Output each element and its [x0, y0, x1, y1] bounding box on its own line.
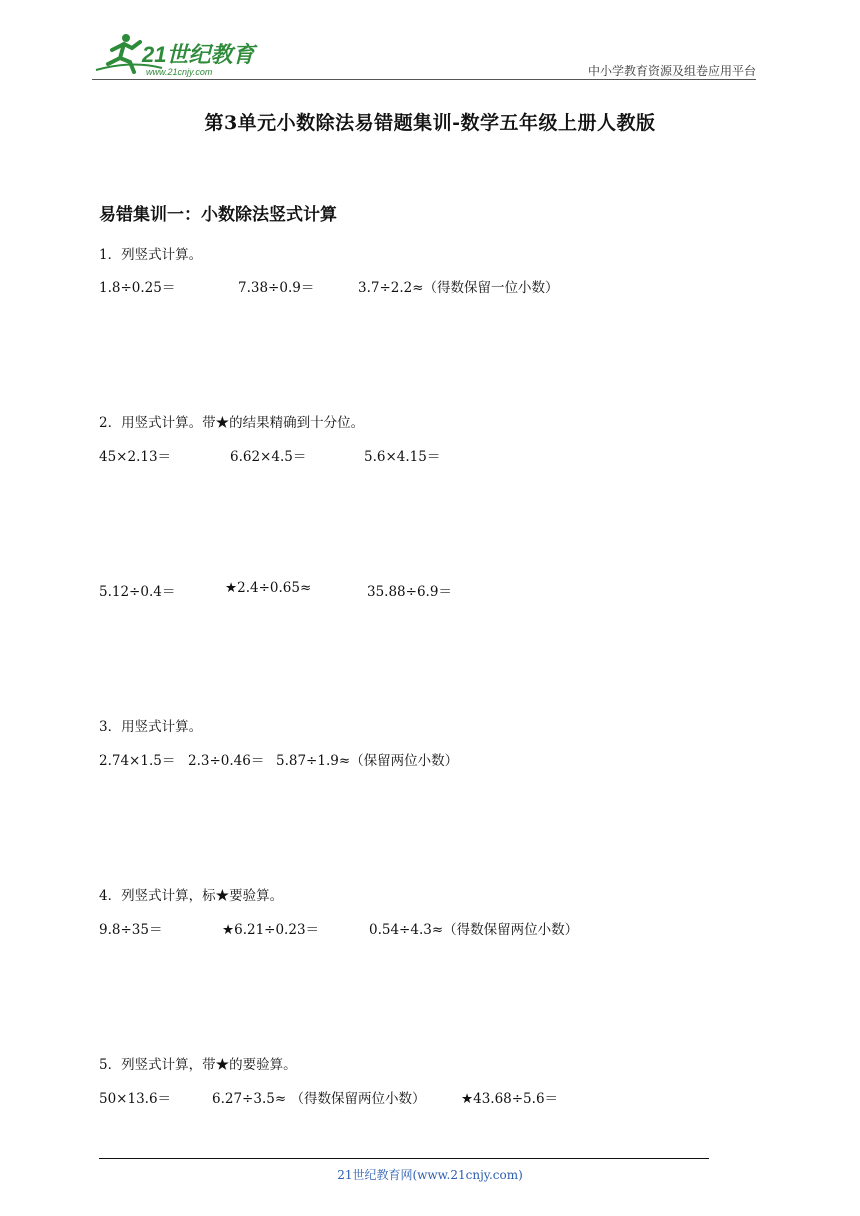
- expression: ★2.4÷0.65≈: [225, 580, 312, 596]
- question-label: 5．列竖式计算，带★的要验算。: [99, 1057, 297, 1073]
- expression: 5.6×4.15＝: [364, 449, 441, 465]
- expression: 3.7÷2.2≈（得数保留一位小数）: [358, 280, 559, 296]
- section-title: 易错集训一：小数除法竖式计算: [99, 205, 337, 225]
- expression: 0.54÷4.3≈（得数保留两位小数）: [369, 922, 579, 938]
- expression: 35.88÷6.9＝: [367, 584, 452, 600]
- expression: 7.38÷0.9＝: [238, 280, 315, 296]
- expression: 2.74×1.5＝: [99, 753, 176, 769]
- footer-link[interactable]: 21世纪教育网(www.21cnjy.com): [337, 1168, 523, 1182]
- expression: 9.8÷35＝: [99, 922, 163, 938]
- expression: 6.62×4.5＝: [230, 449, 307, 465]
- footer-divider: [99, 1158, 709, 1159]
- question-label: 1．列竖式计算。: [99, 247, 203, 263]
- logo-url: www.21cnjy.com: [146, 67, 213, 77]
- question-label: 2．用竖式计算。带★的结果精确到十分位。: [99, 415, 365, 431]
- question-label: 3．用竖式计算。: [99, 719, 203, 735]
- header-divider: [92, 79, 756, 80]
- expression: 45×2.13＝: [99, 449, 172, 465]
- logo-text: 21世纪教育: [142, 42, 255, 67]
- expression: 1.8÷0.25＝: [99, 280, 176, 296]
- expression: 6.27÷3.5≈ （得数保留两位小数）: [212, 1091, 426, 1107]
- page-title: 第3单元小数除法易错题集训-数学五年级上册人教版: [204, 112, 656, 134]
- site-logo: [92, 30, 262, 82]
- expression: 50×13.6＝: [99, 1091, 172, 1107]
- header-platform-text: 中小学教育资源及组卷应用平台: [587, 64, 756, 78]
- runner-icon: [92, 30, 262, 82]
- expression: 2.3÷0.46＝: [188, 753, 265, 769]
- question-label: 4．列竖式计算，标★要验算。: [99, 888, 284, 904]
- expression: ★6.21÷0.23＝: [222, 922, 320, 938]
- expression: ★43.68÷5.6＝: [461, 1091, 559, 1107]
- expression: 5.12÷0.4＝: [99, 584, 176, 600]
- expression: 5.87÷1.9≈（保留两位小数）: [276, 753, 459, 769]
